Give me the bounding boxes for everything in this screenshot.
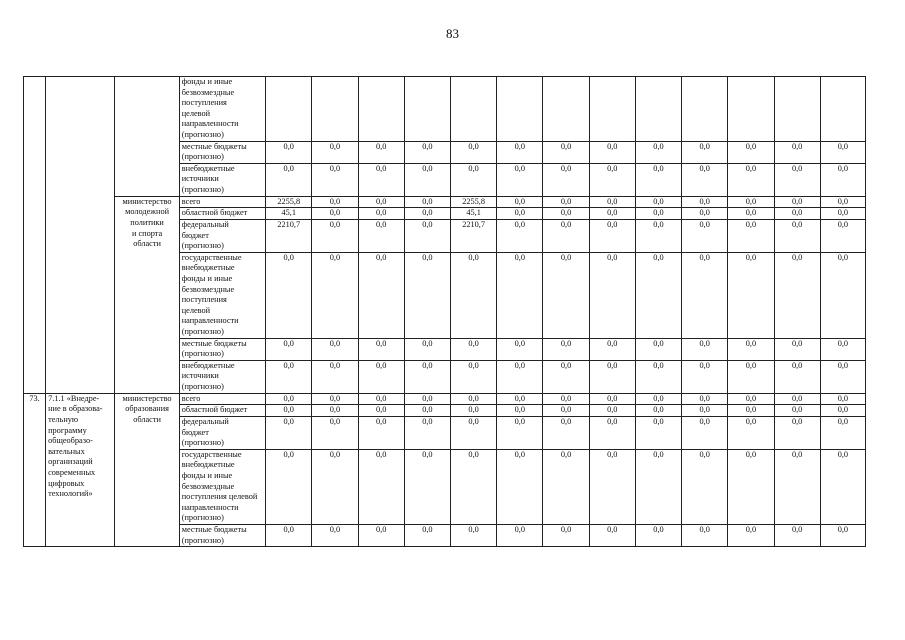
value-cell: 0,0	[820, 338, 865, 360]
value-cell: 0,0	[404, 208, 450, 220]
value-cell: 0,0	[497, 449, 543, 524]
source-label-line: (прогнозно)	[181, 185, 224, 195]
value-cell: 0,0	[728, 405, 774, 417]
source-label-line: (прогнозно)	[181, 382, 224, 392]
value-cell: 0,0	[312, 360, 358, 393]
executor-youth-ministry-line: и спорта	[131, 228, 163, 238]
value-cell: 0,0	[451, 360, 497, 393]
program-name-line: ние в образова-	[48, 404, 103, 414]
source-label	[179, 524, 265, 546]
value-cell: 0,0	[682, 360, 728, 393]
value-cell: 0,0	[635, 219, 681, 252]
value-cell: 45,1	[266, 208, 312, 220]
value-cell: 0,0	[543, 219, 589, 252]
value-cell: 0,0	[635, 208, 681, 220]
value-cell	[774, 77, 820, 142]
value-cell: 0,0	[635, 449, 681, 524]
source-label	[179, 360, 265, 393]
source-label-line: государственные	[181, 449, 242, 459]
value-cell: 0,0	[497, 405, 543, 417]
source-label-line: поступления	[181, 295, 227, 305]
value-cell: 0,0	[404, 524, 450, 546]
value-cell: 0,0	[589, 196, 635, 208]
value-cell: 0,0	[682, 252, 728, 338]
value-cell: 0,0	[728, 524, 774, 546]
value-cell	[820, 77, 865, 142]
value-cell: 0,0	[774, 405, 820, 417]
value-cell: 0,0	[358, 416, 404, 449]
value-cell: 0,0	[497, 524, 543, 546]
value-cell: 0,0	[312, 219, 358, 252]
source-label	[179, 196, 265, 208]
source-label-line: всего	[181, 393, 201, 403]
value-cell	[312, 77, 358, 142]
program-name-line: цифровых	[48, 478, 85, 488]
value-cell: 0,0	[543, 141, 589, 163]
value-cell: 0,0	[682, 163, 728, 196]
value-cell: 0,0	[451, 338, 497, 360]
source-label-line: безвозмездные	[181, 87, 235, 97]
value-cell: 0,0	[312, 416, 358, 449]
executor-education-ministry	[115, 393, 179, 547]
value-cell: 0,0	[589, 252, 635, 338]
value-cell: 0,0	[728, 196, 774, 208]
value-cell: 0,0	[404, 393, 450, 405]
value-cell: 0,0	[404, 219, 450, 252]
budget-table	[23, 76, 866, 547]
source-label-line: поступления	[181, 98, 227, 108]
source-label-line: (прогнозно)	[181, 513, 224, 523]
value-cell: 0,0	[404, 416, 450, 449]
value-cell: 0,0	[266, 338, 312, 360]
value-cell: 0,0	[635, 416, 681, 449]
value-cell: 0,0	[682, 524, 728, 546]
value-cell: 0,0	[728, 252, 774, 338]
source-label-line: фонды и иные	[181, 470, 233, 480]
value-cell: 0,0	[358, 449, 404, 524]
value-cell: 0,0	[543, 196, 589, 208]
value-cell: 0,0	[404, 449, 450, 524]
program-name-line: организаций	[48, 457, 93, 467]
value-cell: 0,0	[497, 393, 543, 405]
value-cell: 0,0	[589, 219, 635, 252]
value-cell: 0,0	[728, 141, 774, 163]
source-label	[179, 77, 265, 142]
value-cell: 0,0	[266, 252, 312, 338]
executor-education-ministry-line: образования	[125, 404, 169, 414]
source-label	[179, 416, 265, 449]
source-label-line: (прогнозно)	[181, 152, 224, 162]
row-edu-total	[24, 393, 866, 405]
value-cell: 0,0	[543, 338, 589, 360]
source-label-line: безвозмездные	[181, 284, 235, 294]
value-cell: 0,0	[589, 338, 635, 360]
value-cell: 0,0	[635, 338, 681, 360]
value-cell: 0,0	[774, 393, 820, 405]
source-label-line: источники	[181, 174, 219, 184]
value-cell: 0,0	[820, 208, 865, 220]
value-cell: 0,0	[728, 219, 774, 252]
program-name-line: вательных	[48, 446, 85, 456]
executor-youth-ministry	[115, 196, 179, 393]
value-cell: 0,0	[312, 208, 358, 220]
value-cell: 0,0	[589, 524, 635, 546]
value-cell: 0,0	[404, 405, 450, 417]
value-cell: 0,0	[682, 196, 728, 208]
value-cell	[404, 77, 450, 142]
value-cell: 0,0	[774, 219, 820, 252]
value-cell: 0,0	[451, 449, 497, 524]
source-label-line: поступления целевой	[181, 492, 258, 502]
row-youth-total	[24, 196, 866, 208]
value-cell: 0,0	[451, 393, 497, 405]
row-number-cell	[24, 77, 46, 394]
executor-youth-ministry-line: политики	[130, 217, 164, 227]
value-cell: 0,0	[312, 405, 358, 417]
value-cell: 0,0	[543, 405, 589, 417]
page-number: 83	[446, 26, 459, 41]
value-cell: 2210,7	[451, 219, 497, 252]
source-label	[179, 405, 265, 417]
value-cell: 0,0	[497, 163, 543, 196]
value-cell: 0,0	[543, 163, 589, 196]
value-cell: 0,0	[312, 141, 358, 163]
value-cell	[635, 77, 681, 142]
row-state-funds-prev	[24, 77, 866, 142]
value-cell	[266, 77, 312, 142]
value-cell: 0,0	[820, 219, 865, 252]
source-label-line: местные бюджеты	[181, 338, 247, 348]
source-label-line: федеральный	[181, 219, 229, 229]
value-cell: 0,0	[358, 360, 404, 393]
value-cell: 0,0	[774, 208, 820, 220]
source-label-line: (прогнозно)	[181, 241, 224, 251]
value-cell: 0,0	[635, 360, 681, 393]
value-cell: 0,0	[358, 208, 404, 220]
value-cell: 0,0	[358, 252, 404, 338]
value-cell: 0,0	[728, 208, 774, 220]
value-cell: 0,0	[820, 405, 865, 417]
value-cell: 45,1	[451, 208, 497, 220]
value-cell: 0,0	[635, 405, 681, 417]
value-cell: 0,0	[774, 252, 820, 338]
source-label-line: внебюджетные	[181, 263, 235, 273]
value-cell: 0,0	[774, 338, 820, 360]
source-label-line: (прогнозно)	[181, 349, 224, 359]
value-cell: 0,0	[266, 405, 312, 417]
value-cell: 0,0	[589, 163, 635, 196]
source-label-line: всего	[181, 196, 201, 206]
value-cell: 0,0	[589, 141, 635, 163]
value-cell: 0,0	[820, 416, 865, 449]
program-name	[46, 393, 115, 547]
value-cell: 0,0	[404, 252, 450, 338]
value-cell: 0,0	[820, 163, 865, 196]
source-label-line: направленности	[181, 119, 239, 129]
source-label	[179, 208, 265, 220]
value-cell	[543, 77, 589, 142]
source-label-line: областной бюджет	[181, 405, 248, 415]
source-label-line: местные бюджеты	[181, 524, 247, 534]
value-cell: 0,0	[312, 449, 358, 524]
source-label-line: внебюджетные	[181, 360, 235, 370]
value-cell: 0,0	[358, 163, 404, 196]
value-cell: 0,0	[682, 338, 728, 360]
value-cell: 0,0	[589, 208, 635, 220]
executor-youth-ministry-line: молодежной	[125, 207, 170, 217]
source-label-line: бюджет	[181, 427, 209, 437]
value-cell: 0,0	[820, 449, 865, 524]
value-cell: 0,0	[266, 393, 312, 405]
value-cell: 0,0	[774, 416, 820, 449]
program-name-line: технологий»	[48, 489, 93, 499]
value-cell	[497, 77, 543, 142]
program-name-line: тельную	[48, 414, 79, 424]
value-cell: 0,0	[266, 416, 312, 449]
value-cell: 0,0	[266, 524, 312, 546]
executor-education-ministry-line: области	[133, 414, 161, 424]
source-label-line: целевой	[181, 305, 211, 315]
value-cell: 0,0	[404, 163, 450, 196]
value-cell: 0,0	[543, 449, 589, 524]
value-cell: 0,0	[728, 393, 774, 405]
value-cell: 0,0	[589, 449, 635, 524]
source-label-line: (прогнозно)	[181, 535, 224, 545]
value-cell: 0,0	[635, 252, 681, 338]
value-cell: 0,0	[451, 416, 497, 449]
source-label-line: (прогнозно)	[181, 327, 224, 337]
program-name-line: общеобразо-	[48, 436, 93, 446]
value-cell: 0,0	[635, 524, 681, 546]
value-cell	[728, 77, 774, 142]
value-cell: 0,0	[682, 141, 728, 163]
value-cell: 0,0	[358, 338, 404, 360]
value-cell: 0,0	[728, 449, 774, 524]
value-cell: 0,0	[635, 196, 681, 208]
program-name-line: программу	[48, 425, 87, 435]
value-cell: 0,0	[497, 338, 543, 360]
value-cell: 0,0	[358, 219, 404, 252]
value-cell: 0,0	[682, 405, 728, 417]
value-cell: 0,0	[774, 141, 820, 163]
value-cell: 0,0	[497, 360, 543, 393]
value-cell: 0,0	[404, 360, 450, 393]
value-cell: 2210,7	[266, 219, 312, 252]
value-cell: 0,0	[451, 524, 497, 546]
source-label-line: направленности	[181, 502, 239, 512]
value-cell: 0,0	[404, 141, 450, 163]
value-cell: 0,0	[589, 416, 635, 449]
value-cell: 0,0	[312, 196, 358, 208]
value-cell: 0,0	[728, 163, 774, 196]
value-cell: 0,0	[451, 141, 497, 163]
source-label-line: целевой	[181, 108, 211, 118]
value-cell: 0,0	[635, 163, 681, 196]
value-cell: 0,0	[774, 196, 820, 208]
executor-youth-ministry-line: области	[133, 239, 161, 249]
value-cell: 0,0	[682, 393, 728, 405]
value-cell: 0,0	[820, 141, 865, 163]
value-cell: 0,0	[358, 141, 404, 163]
source-label-line: областной бюджет	[181, 208, 248, 218]
value-cell: 0,0	[820, 252, 865, 338]
value-cell: 0,0	[312, 252, 358, 338]
value-cell	[589, 77, 635, 142]
value-cell: 0,0	[543, 524, 589, 546]
value-cell: 0,0	[589, 360, 635, 393]
value-cell: 0,0	[358, 524, 404, 546]
value-cell: 2255,8	[266, 196, 312, 208]
value-cell: 0,0	[820, 360, 865, 393]
source-label	[179, 449, 265, 524]
value-cell	[358, 77, 404, 142]
value-cell: 0,0	[774, 163, 820, 196]
value-cell: 0,0	[543, 252, 589, 338]
source-label-line: направленности	[181, 316, 239, 326]
value-cell: 0,0	[635, 141, 681, 163]
value-cell: 0,0	[451, 252, 497, 338]
value-cell: 0,0	[497, 252, 543, 338]
value-cell	[682, 77, 728, 142]
value-cell: 0,0	[312, 524, 358, 546]
value-cell: 0,0	[589, 393, 635, 405]
source-label-line: (прогнозно)	[181, 130, 224, 140]
value-cell: 0,0	[682, 449, 728, 524]
source-label	[179, 219, 265, 252]
source-label-line: внебюджетные	[181, 163, 235, 173]
value-cell: 0,0	[404, 196, 450, 208]
source-label	[179, 252, 265, 338]
source-label-line: (прогнозно)	[181, 438, 224, 448]
value-cell: 0,0	[312, 393, 358, 405]
value-cell: 0,0	[820, 393, 865, 405]
value-cell: 0,0	[728, 360, 774, 393]
source-label-line: федеральный	[181, 416, 229, 426]
value-cell: 0,0	[358, 393, 404, 405]
value-cell: 0,0	[682, 219, 728, 252]
source-label	[179, 393, 265, 405]
value-cell: 0,0	[358, 405, 404, 417]
source-label-line: фонды и иные	[181, 77, 233, 86]
value-cell: 0,0	[451, 405, 497, 417]
source-label	[179, 163, 265, 196]
program-name-line: 7.1.1 «Внедре-	[48, 393, 100, 403]
value-cell: 0,0	[820, 196, 865, 208]
value-cell: 0,0	[543, 393, 589, 405]
program-name-cell	[46, 77, 115, 394]
value-cell	[451, 77, 497, 142]
value-cell: 0,0	[312, 163, 358, 196]
value-cell: 0,0	[774, 360, 820, 393]
source-label	[179, 338, 265, 360]
value-cell: 0,0	[589, 405, 635, 417]
source-label-line: местные бюджеты	[181, 141, 247, 151]
value-cell: 0,0	[266, 360, 312, 393]
value-cell: 0,0	[497, 208, 543, 220]
value-cell: 0,0	[728, 338, 774, 360]
value-cell: 0,0	[728, 416, 774, 449]
value-cell: 0,0	[543, 360, 589, 393]
value-cell: 0,0	[774, 524, 820, 546]
value-cell: 0,0	[404, 338, 450, 360]
value-cell: 0,0	[682, 416, 728, 449]
program-name-line: современных	[48, 467, 96, 477]
executor-cell-prev	[115, 77, 179, 197]
source-label-line: источники	[181, 371, 219, 381]
source-label-line: внебюджетные	[181, 460, 235, 470]
value-cell: 0,0	[497, 141, 543, 163]
value-cell: 0,0	[497, 416, 543, 449]
value-cell: 0,0	[358, 196, 404, 208]
source-label-line: государственные	[181, 252, 242, 262]
value-cell: 0,0	[312, 338, 358, 360]
value-cell: 0,0	[451, 163, 497, 196]
source-label-line: бюджет	[181, 230, 209, 240]
value-cell: 0,0	[497, 196, 543, 208]
source-label	[179, 141, 265, 163]
value-cell: 0,0	[266, 163, 312, 196]
value-cell: 0,0	[266, 449, 312, 524]
value-cell: 0,0	[543, 208, 589, 220]
value-cell: 0,0	[635, 393, 681, 405]
value-cell: 0,0	[266, 141, 312, 163]
value-cell: 0,0	[543, 416, 589, 449]
value-cell: 2255,8	[451, 196, 497, 208]
executor-youth-ministry-line: министерство	[122, 196, 172, 206]
value-cell: 0,0	[820, 524, 865, 546]
value-cell: 0,0	[682, 208, 728, 220]
executor-education-ministry-line: министерство	[122, 393, 172, 403]
source-label-line: безвозмездные	[181, 481, 235, 491]
row-number: 73.	[24, 393, 46, 547]
value-cell: 0,0	[774, 449, 820, 524]
value-cell: 0,0	[497, 219, 543, 252]
source-label-line: фонды и иные	[181, 273, 233, 283]
